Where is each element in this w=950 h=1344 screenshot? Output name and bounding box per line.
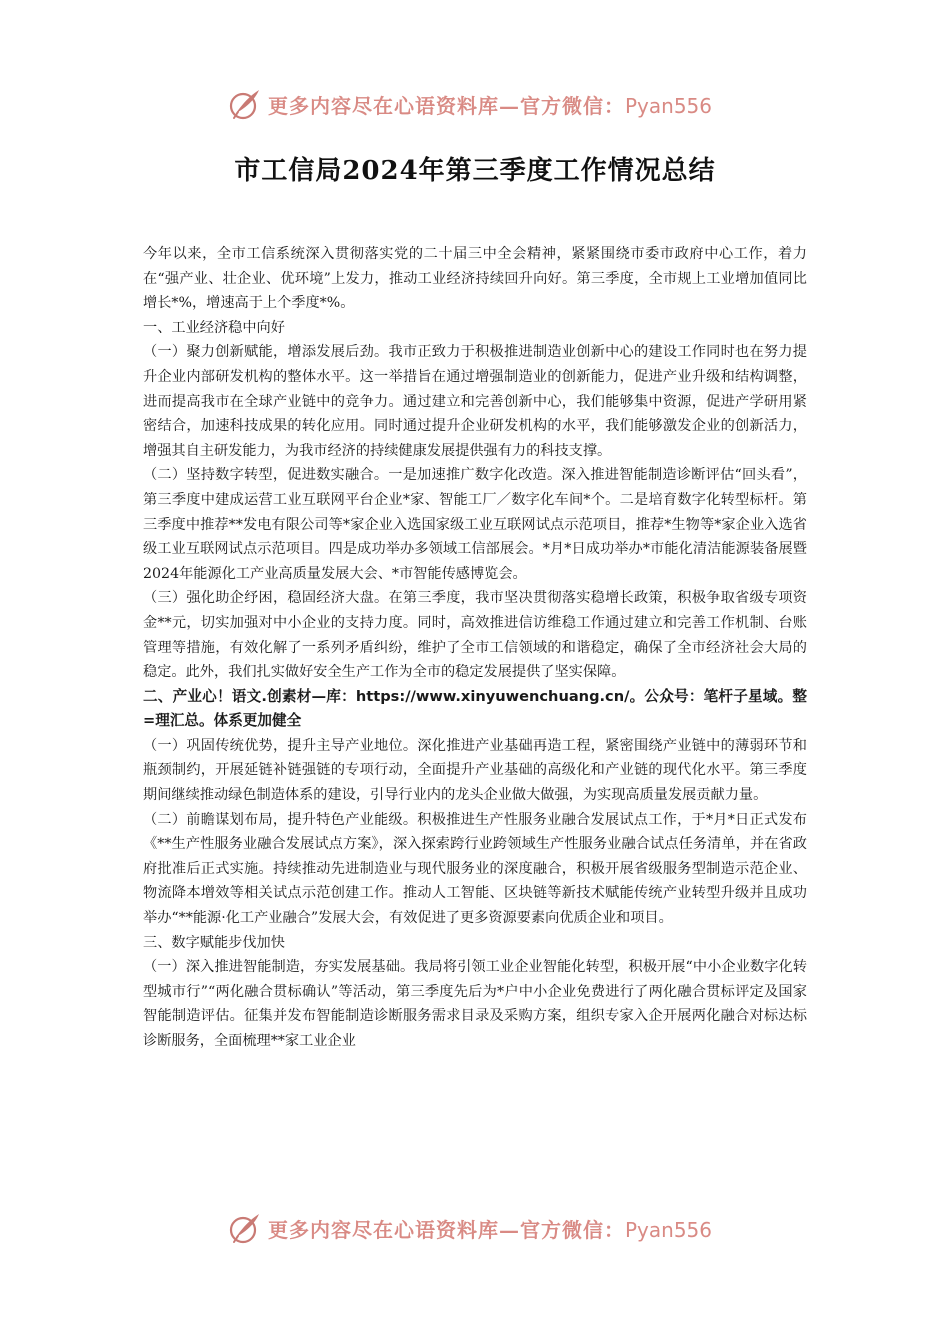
section-heading-3: 三、数字赋能步伐加快 (143, 934, 285, 951)
paragraph-intro: 今年以来，全市工信系统深入贯彻落实党的二十届三中全会精神，紧紧围绕市委市政府中心工作，着力在“强产业、壮企业、优环境”上发力，推动工业经济持续回升向好。第三季度，全市规上工业增加值同比增长*%，增速高于上个季度*%。 (143, 246, 807, 312)
watermark-label: 更多内容尽在心语资料库—官方微信： (268, 93, 625, 118)
paragraph: （二）前瞻谋划布局，提升特色产业能级。积极推进生产性服务业融合发展试点工作，于*月*日正式发布《**生产性服务业融合发展试点方案》，深入探索跨行业跨领域生产性服务业融合试点任务清单，并在省政府批准后正式实施。持续推动先进制造业与现代服务业的深度融合，积极开展省级服务型制造示范企业、物流降本增效等相关试点示范创建工作。推动人工智能、区块链等新技术赋能传统产业转型升级并且成功举办“**能源·化工产业融合”发展大会，有效促进了更多资源要素向优质企业和项目。 (143, 811, 807, 927)
paragraph: （一）聚力创新赋能，增添发展后劲。我市正致力于积极推进制造业创新中心的建设工作同时也在努力提升企业内部研发机构的整体水平。这一举措旨在通过增强制造业的创新能力，促进产业升级和结构调整，进而提高我市在全球产业链中的竞争力。通过建立和完善创新中心，我们能够集中资源，促进产学研用紧密结合，加速科技成果的转化应用。同时通过提升企业研发机构的水平，我们能够激发企业的创新活力，增强其自主研发能力，为我市经济的持续健康发展提供强有力的科技支撑。 (143, 344, 807, 459)
watermark-banner-bottom (228, 1208, 728, 1248)
section-heading-2: 二、产业心！语文.创素材—库：https://www.xinyuwenchuang.cn/。公众号：笔杆子星域。整=理汇总。体系更加健全 (143, 687, 807, 730)
quill-logo-icon (228, 1211, 262, 1245)
document-title: 市工信局2024年第三季度工作情况总结 (234, 156, 716, 186)
quill-logo-icon (228, 87, 262, 121)
section-heading-1: 一、工业经济稳中向好 (143, 319, 285, 336)
paragraph: （一）巩固传统优势，提升主导产业地位。深化推进产业基础再造工程，紧密围绕产业链中的薄弱环节和瓶颈制约，开展延链补链强链的专项行动，全面提升产业基础的高级化和产业链的现代化水平。第三季度期间继续推动绿色制造体系的建设，引导行业内的龙头企业做大做强，为实现高质量发展贡献力量。 (143, 737, 807, 804)
watermark-text (268, 90, 712, 119)
watermark-wechat-id: Pyan556 (625, 1217, 713, 1242)
paragraph: （一）深入推进智能制造，夯实发展基础。我局将引领工业企业智能化转型，积极开展“中小企业数字化转型城市行”“两化融合贯标确认”等活动，第三季度先后为*户中小企业免费进行了两化融合贯标评定及国家智能制造评估。征集并发布智能制造诊断服务需求目录及采购方案，组织专家入企开展两化融合对标达标诊断服务，全面梳理**家工业企业 (143, 959, 807, 1049)
watermark-wechat-id: Pyan556 (625, 93, 713, 118)
watermark-label: 更多内容尽在心语资料库—官方微信： (268, 1217, 625, 1242)
document-body (143, 242, 807, 1054)
watermark-banner-top (228, 84, 728, 124)
paragraph: （二）坚持数字转型，促进数实融合。一是加速推广数字化改造。深入推进智能制造诊断评估“回头看”，第三季度中建成运营工业互联网平台企业*家、智能工厂／数字化车间*个。二是培育数字化转型标杆。第三季度中推荐**发电有限公司等*家企业入选国家级工业互联网试点示范项目，推荐*生物等*家企业入选省级工业互联网试点示范项目。四是成功举办多领域工信部展会。*月*日成功举办*市能化清洁能源装备展暨2024年能源化工产业高质量发展大会、*市智能传感博览会。 (143, 467, 807, 582)
watermark-text (268, 1214, 712, 1243)
paragraph: （三）强化助企纾困，稳固经济大盘。在第三季度，我市坚决贯彻落实稳增长政策，积极争取省级专项资金**元，切实加强对中小企业的支持力度。同时，高效推进信访维稳工作通过建立和完善工作机制、台账管理等措施，有效化解了一系列矛盾纠纷，维护了全市工信领域的和谐稳定，确保了全市经济社会大局的稳定。此外，我们扎实做好安全生产工作为全市的稳定发展提供了坚实保障。 (143, 590, 807, 681)
